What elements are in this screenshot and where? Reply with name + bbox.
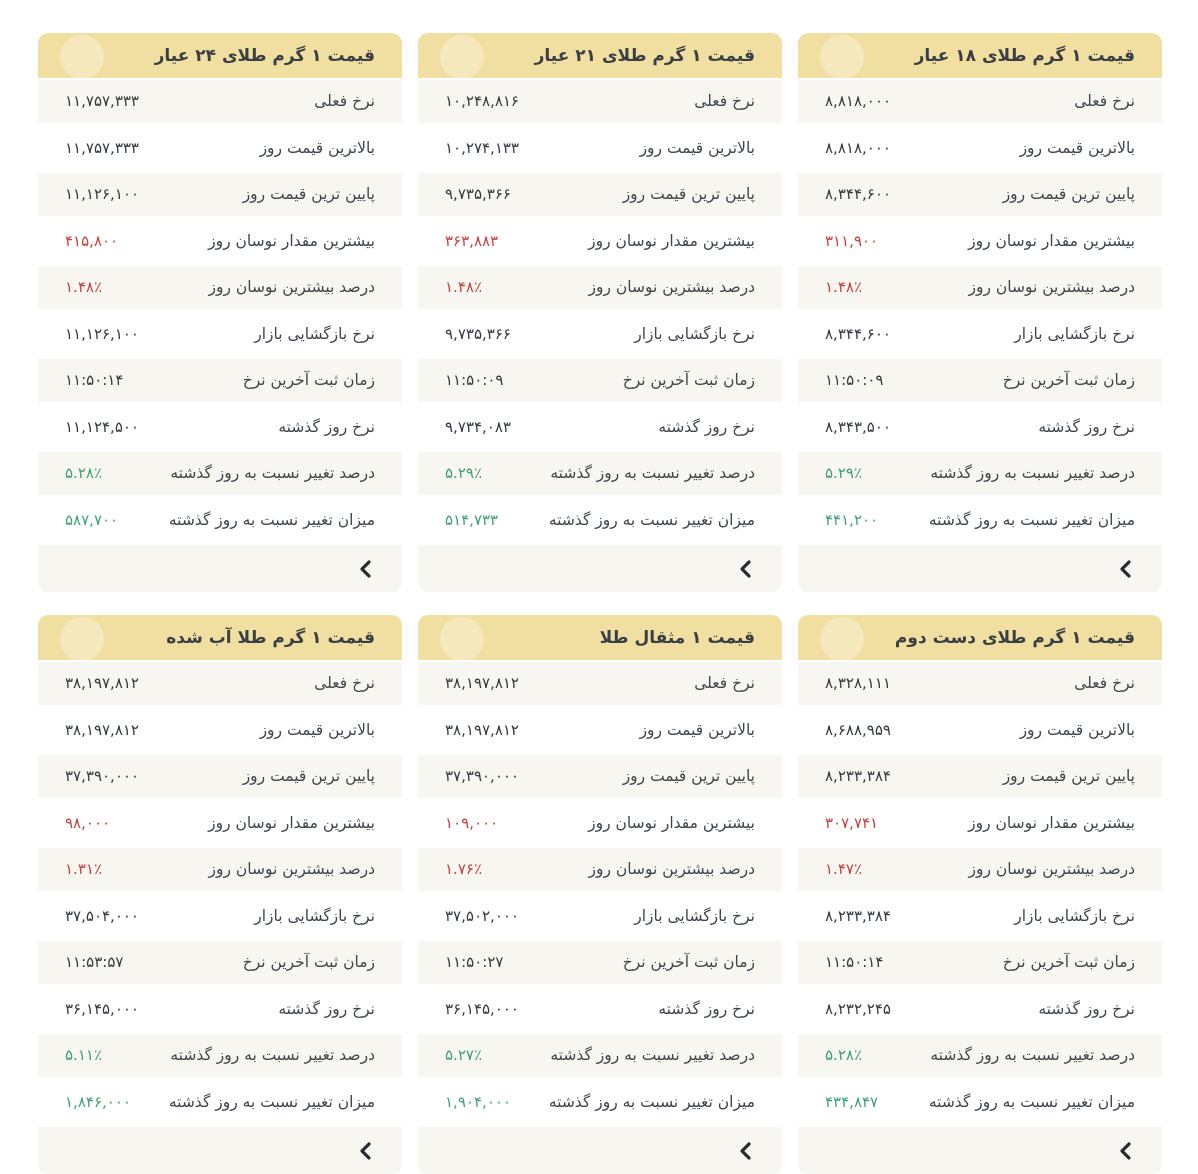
stat-value: ۴۱۵,۸۰۰: [65, 231, 119, 250]
stat-value: ۵۸۷,۷۰۰: [65, 510, 119, 529]
chevron-left-icon: [359, 560, 372, 578]
stat-row: [418, 125, 782, 172]
stat-value: ۵.۲۷٪: [445, 1046, 482, 1065]
stat-label: پایین ترین قیمت روز: [1002, 767, 1135, 786]
stat-label: نرخ فعلی: [694, 674, 755, 693]
stat-row: [798, 125, 1162, 172]
stat-row: [418, 357, 782, 404]
card-title: قیمت ۱ گرم طلا آب شده: [166, 627, 375, 648]
stat-value: ۱۱,۱۲۶,۱۰۰: [65, 185, 139, 204]
stat-row: [38, 171, 402, 218]
stat-value: ۵.۱۱٪: [65, 1046, 102, 1065]
stat-value: ۳۸,۱۹۷,۸۱۲: [445, 720, 519, 739]
price-card: [418, 615, 782, 1174]
header-watermark-circle: [820, 35, 864, 78]
stat-value: ۸,۲۳۳,۳۸۴: [825, 906, 891, 925]
stat-row: [38, 1079, 402, 1126]
card-header: [798, 615, 1162, 660]
stat-label: درصد تغییر نسبت به روز گذشته: [170, 1046, 375, 1065]
stat-value: ۱۱:۵۰:۰۹: [825, 371, 884, 390]
stat-value: ۳۸,۱۹۷,۸۱۲: [65, 674, 139, 693]
stat-label: نرخ روز گذشته: [278, 417, 375, 436]
stat-value: ۱۱:۵۳:۵۷: [65, 953, 124, 972]
stat-label: درصد تغییر نسبت به روز گذشته: [550, 464, 755, 483]
card-footer: [38, 1125, 402, 1174]
card-rows: [38, 78, 402, 543]
stat-row: [38, 846, 402, 893]
stat-row: [418, 171, 782, 218]
stat-value: ۸,۸۱۸,۰۰۰: [825, 92, 891, 111]
stat-label: بالاترین قیمت روز: [1019, 720, 1135, 739]
stat-row: [798, 846, 1162, 893]
stat-value: ۳۷,۵۰۲,۰۰۰: [445, 906, 519, 925]
card-title: قیمت ۱ گرم طلای دست دوم: [894, 627, 1135, 648]
stat-row: [38, 939, 402, 986]
stat-value: ۳۱۱,۹۰۰: [825, 231, 879, 250]
stat-row: [798, 1079, 1162, 1126]
stat-value: ۱۱,۱۲۶,۱۰۰: [65, 324, 139, 343]
card-header: [38, 33, 402, 78]
stat-label: نرخ فعلی: [694, 92, 755, 111]
stat-label: بالاترین قیمت روز: [639, 720, 755, 739]
stat-value: ۱۱:۵۰:۱۴: [825, 953, 884, 972]
stat-row: [38, 753, 402, 800]
price-cards-grid: [38, 33, 1162, 1174]
stat-row: [38, 450, 402, 497]
stat-value: ۳۸,۱۹۷,۸۱۲: [65, 720, 139, 739]
stat-label: درصد بیشترین نوسان روز: [968, 860, 1135, 879]
stat-row: [798, 78, 1162, 125]
chevron-left-icon: [1119, 560, 1132, 578]
card-title: قیمت ۱ گرم طلای ۱۸ عیار: [914, 45, 1135, 66]
stat-value: ۱۱,۷۵۷,۳۳۳: [65, 138, 139, 157]
stat-label: بالاترین قیمت روز: [1019, 138, 1135, 157]
stat-value: ۳۷,۳۹۰,۰۰۰: [65, 767, 139, 786]
stat-value: ۱,۸۴۶,۰۰۰: [65, 1092, 131, 1111]
price-card: [798, 615, 1162, 1174]
stat-value: ۸,۳۲۸,۱۱۱: [825, 674, 891, 693]
stat-label: درصد بیشترین نوسان روز: [208, 860, 375, 879]
stat-row: [418, 218, 782, 265]
card-footer: [418, 543, 782, 592]
card-rows: [418, 78, 782, 543]
chevron-left-icon: [1119, 1142, 1132, 1160]
stat-label: بیشترین مقدار نوسان روز: [968, 231, 1135, 250]
price-card: [418, 33, 782, 592]
stat-row: [38, 986, 402, 1033]
stat-row: [418, 846, 782, 893]
stat-value: ۹,۷۳۵,۳۶۶: [445, 185, 511, 204]
stat-label: بیشترین مقدار نوسان روز: [208, 813, 375, 832]
card-title: قیمت ۱ گرم طلای ۲۴ عیار: [154, 45, 375, 66]
more-link[interactable]: [739, 560, 752, 578]
stat-value: ۳۷,۳۹۰,۰۰۰: [445, 767, 519, 786]
stat-label: نرخ روز گذشته: [1038, 999, 1135, 1018]
stat-row: [418, 497, 782, 544]
stat-label: نرخ فعلی: [314, 674, 375, 693]
gold-prices-page: [38, 33, 1162, 1174]
stat-label: زمان ثبت آخرین نرخ: [1002, 953, 1135, 972]
stat-value: ۱۱,۱۲۴,۵۰۰: [65, 417, 139, 436]
stat-value: ۵.۲۹٪: [825, 464, 862, 483]
card-title: قیمت ۱ مثقال طلا: [599, 627, 755, 648]
more-link[interactable]: [359, 560, 372, 578]
stat-value: ۳۰۷,۷۴۱: [825, 813, 879, 832]
stat-label: بیشترین مقدار نوسان روز: [588, 231, 755, 250]
stat-value: ۹,۷۳۴,۰۸۳: [445, 417, 511, 436]
stat-row: [418, 1079, 782, 1126]
stat-value: ۵.۲۸٪: [825, 1046, 862, 1065]
stat-label: درصد بیشترین نوسان روز: [968, 278, 1135, 297]
stat-row: [798, 264, 1162, 311]
stat-label: درصد بیشترین نوسان روز: [588, 278, 755, 297]
stat-value: ۵۱۴,۷۳۳: [445, 510, 499, 529]
stat-value: ۸,۳۴۴,۶۰۰: [825, 324, 891, 343]
stat-label: درصد تغییر نسبت به روز گذشته: [930, 464, 1135, 483]
stat-row: [38, 357, 402, 404]
stat-value: ۸,۲۳۲,۲۴۵: [825, 999, 891, 1018]
card-rows: [798, 660, 1162, 1125]
stat-label: بیشترین مقدار نوسان روز: [588, 813, 755, 832]
header-watermark-circle: [60, 35, 104, 78]
stat-label: پایین ترین قیمت روز: [622, 185, 755, 204]
stat-value: ۸,۸۱۸,۰۰۰: [825, 138, 891, 157]
stat-row: [38, 1032, 402, 1079]
stat-label: میزان تغییر نسبت به روز گذشته: [548, 510, 755, 529]
stat-row: [38, 78, 402, 125]
stat-value: ۱۰,۲۴۸,۸۱۶: [445, 92, 519, 111]
card-header: [798, 33, 1162, 78]
stat-row: [798, 450, 1162, 497]
stat-row: [38, 218, 402, 265]
stat-row: [38, 125, 402, 172]
stat-row: [38, 660, 402, 707]
stat-label: بالاترین قیمت روز: [259, 720, 375, 739]
stat-label: میزان تغییر نسبت به روز گذشته: [168, 510, 375, 529]
stat-label: نرخ بازگشایی بازار: [1014, 324, 1135, 343]
stat-label: نرخ بازگشایی بازار: [254, 324, 375, 343]
stat-row: [798, 357, 1162, 404]
stat-value: ۱.۴۸٪: [825, 278, 862, 297]
stat-row: [798, 1032, 1162, 1079]
stat-label: درصد بیشترین نوسان روز: [208, 278, 375, 297]
chevron-left-icon: [359, 1142, 372, 1160]
stat-value: ۴۳۴,۸۴۷: [825, 1092, 879, 1111]
card-footer: [798, 1125, 1162, 1174]
card-title: قیمت ۱ گرم طلای ۲۱ عیار: [534, 45, 755, 66]
chevron-left-icon: [739, 1142, 752, 1160]
stat-value: ۵.۲۹٪: [445, 464, 482, 483]
stat-value: ۱.۴۸٪: [445, 278, 482, 297]
stat-label: زمان ثبت آخرین نرخ: [622, 953, 755, 972]
stat-row: [418, 450, 782, 497]
chevron-left-icon: [739, 560, 752, 578]
card-footer: [798, 543, 1162, 592]
stat-label: بیشترین مقدار نوسان روز: [208, 231, 375, 250]
header-watermark-circle: [60, 617, 104, 660]
stat-value: ۱.۷۶٪: [445, 860, 482, 879]
stat-label: نرخ روز گذشته: [658, 999, 755, 1018]
stat-label: نرخ روز گذشته: [278, 999, 375, 1018]
stat-label: نرخ روز گذشته: [658, 417, 755, 436]
stat-value: ۳۶,۱۴۵,۰۰۰: [65, 999, 139, 1018]
stat-label: بالاترین قیمت روز: [259, 138, 375, 157]
more-link[interactable]: [1119, 560, 1132, 578]
stat-label: زمان ثبت آخرین نرخ: [1002, 371, 1135, 390]
stat-label: نرخ بازگشایی بازار: [254, 906, 375, 925]
header-watermark-circle: [820, 617, 864, 660]
stat-label: نرخ روز گذشته: [1038, 417, 1135, 436]
card-header: [38, 615, 402, 660]
stat-row: [418, 311, 782, 358]
stat-value: ۱۱:۵۰:۲۷: [445, 953, 504, 972]
stat-label: نرخ فعلی: [314, 92, 375, 111]
stat-label: پایین ترین قیمت روز: [622, 767, 755, 786]
stat-row: [418, 707, 782, 754]
card-header: [418, 33, 782, 78]
card-rows: [418, 660, 782, 1125]
stat-row: [418, 78, 782, 125]
stat-row: [798, 171, 1162, 218]
stat-value: ۳۶,۱۴۵,۰۰۰: [445, 999, 519, 1018]
stat-row: [38, 311, 402, 358]
stat-row: [38, 264, 402, 311]
stat-value: ۹,۷۳۵,۳۶۶: [445, 324, 511, 343]
stat-label: زمان ثبت آخرین نرخ: [242, 371, 375, 390]
card-rows: [798, 78, 1162, 543]
stat-value: ۸,۳۴۳,۵۰۰: [825, 417, 891, 436]
stat-row: [418, 800, 782, 847]
stat-value: ۱۱:۵۰:۰۹: [445, 371, 504, 390]
stat-label: نرخ بازگشایی بازار: [634, 324, 755, 343]
stat-label: میزان تغییر نسبت به روز گذشته: [928, 1092, 1135, 1111]
stat-row: [798, 660, 1162, 707]
stat-row: [798, 218, 1162, 265]
stat-row: [418, 939, 782, 986]
stat-row: [418, 753, 782, 800]
price-card: [38, 615, 402, 1174]
card-header: [418, 615, 782, 660]
stat-row: [798, 311, 1162, 358]
stat-row: [38, 707, 402, 754]
card-rows: [38, 660, 402, 1125]
stat-label: درصد تغییر نسبت به روز گذشته: [930, 1046, 1135, 1065]
stat-row: [798, 707, 1162, 754]
stat-value: ۱,۹۰۴,۰۰۰: [445, 1092, 511, 1111]
header-watermark-circle: [440, 35, 484, 78]
stat-row: [798, 893, 1162, 940]
stat-row: [418, 264, 782, 311]
stat-row: [798, 404, 1162, 451]
stat-value: ۴۴۱,۲۰۰: [825, 510, 879, 529]
stat-label: نرخ بازگشایی بازار: [1014, 906, 1135, 925]
stat-label: زمان ثبت آخرین نرخ: [622, 371, 755, 390]
stat-value: ۸,۳۴۴,۶۰۰: [825, 185, 891, 204]
stat-value: ۳۸,۱۹۷,۸۱۲: [445, 674, 519, 693]
stat-value: ۵.۲۸٪: [65, 464, 102, 483]
stat-row: [38, 497, 402, 544]
stat-value: ۳۶۳,۸۸۳: [445, 231, 499, 250]
card-footer: [418, 1125, 782, 1174]
card-footer: [38, 543, 402, 592]
stat-label: درصد تغییر نسبت به روز گذشته: [170, 464, 375, 483]
stat-label: پایین ترین قیمت روز: [242, 767, 375, 786]
price-card: [798, 33, 1162, 592]
stat-row: [798, 939, 1162, 986]
stat-row: [418, 893, 782, 940]
stat-row: [798, 986, 1162, 1033]
stat-row: [798, 497, 1162, 544]
stat-value: ۱۱,۷۵۷,۳۳۳: [65, 92, 139, 111]
stat-label: پایین ترین قیمت روز: [1002, 185, 1135, 204]
stat-row: [38, 800, 402, 847]
price-card: [38, 33, 402, 592]
stat-label: بیشترین مقدار نوسان روز: [968, 813, 1135, 832]
stat-value: ۱۱:۵۰:۱۴: [65, 371, 124, 390]
stat-row: [38, 404, 402, 451]
stat-value: ۱۰۹,۰۰۰: [445, 813, 499, 832]
stat-label: زمان ثبت آخرین نرخ: [242, 953, 375, 972]
stat-value: ۱.۴۸٪: [65, 278, 102, 297]
stat-label: نرخ فعلی: [1074, 674, 1135, 693]
more-link[interactable]: [739, 1142, 752, 1160]
stat-row: [418, 404, 782, 451]
more-link[interactable]: [1119, 1142, 1132, 1160]
stat-label: میزان تغییر نسبت به روز گذشته: [168, 1092, 375, 1111]
stat-value: ۱.۳۱٪: [65, 860, 102, 879]
stat-value: ۹۸,۰۰۰: [65, 813, 111, 832]
stat-row: [38, 893, 402, 940]
stat-label: نرخ فعلی: [1074, 92, 1135, 111]
stat-row: [418, 1032, 782, 1079]
more-link[interactable]: [359, 1142, 372, 1160]
header-watermark-circle: [440, 617, 484, 660]
stat-label: میزان تغییر نسبت به روز گذشته: [548, 1092, 755, 1111]
stat-row: [418, 986, 782, 1033]
stat-value: ۳۷,۵۰۴,۰۰۰: [65, 906, 139, 925]
stat-label: درصد تغییر نسبت به روز گذشته: [550, 1046, 755, 1065]
stat-label: نرخ بازگشایی بازار: [634, 906, 755, 925]
stat-label: بالاترین قیمت روز: [639, 138, 755, 157]
stat-row: [798, 800, 1162, 847]
stat-row: [418, 660, 782, 707]
stat-value: ۱۰,۲۷۴,۱۳۳: [445, 138, 519, 157]
stat-row: [798, 753, 1162, 800]
stat-label: میزان تغییر نسبت به روز گذشته: [928, 510, 1135, 529]
stat-value: ۸,۶۸۸,۹۵۹: [825, 720, 891, 739]
stat-label: درصد بیشترین نوسان روز: [588, 860, 755, 879]
stat-value: ۸,۲۳۳,۳۸۴: [825, 767, 891, 786]
stat-value: ۱.۴۷٪: [825, 860, 862, 879]
stat-label: پایین ترین قیمت روز: [242, 185, 375, 204]
